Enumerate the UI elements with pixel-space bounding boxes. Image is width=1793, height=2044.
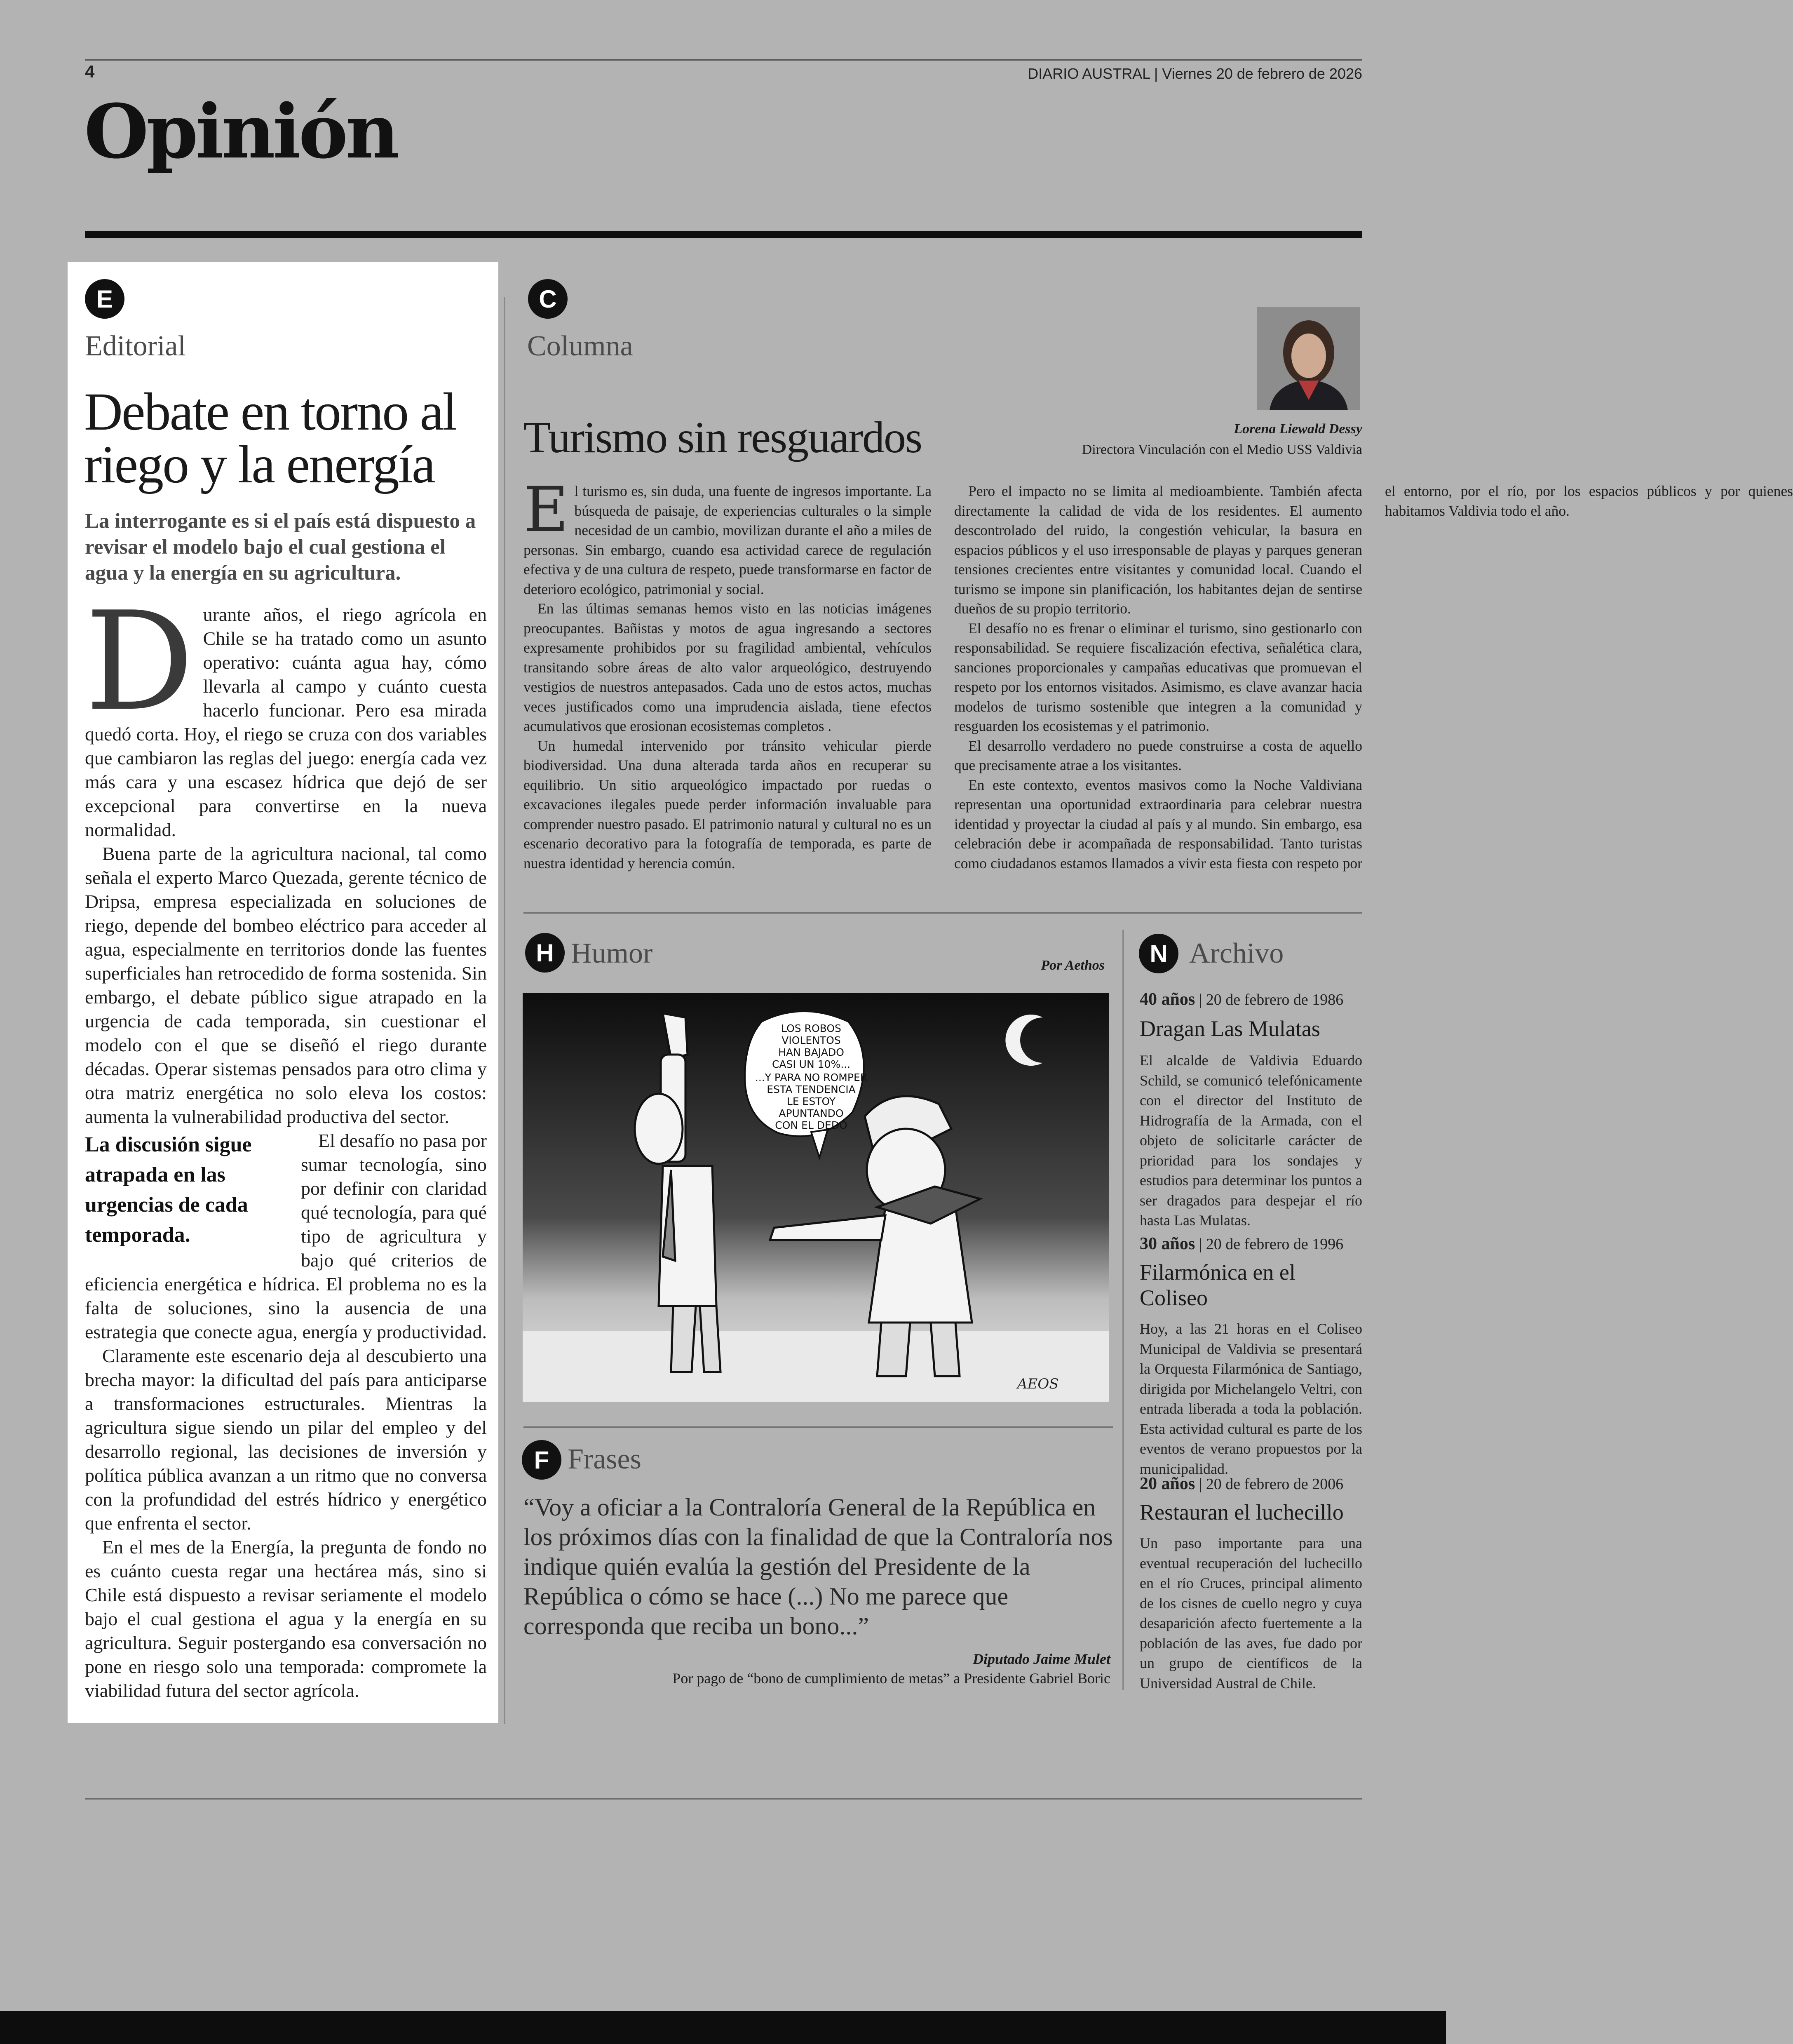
archivo-title: Filarmónica en el Coliseo: [1140, 1260, 1295, 1310]
editorial-dropcap: D: [85, 583, 194, 741]
archivo-years: 30 años: [1140, 1234, 1195, 1253]
frases-kicker: Frases: [568, 1443, 641, 1475]
column-separator: [504, 297, 505, 1724]
archivo-separator: [1122, 930, 1124, 1690]
editorial-badge: E: [85, 279, 124, 319]
column-paragraph: El desafío no es frenar o eliminar el turismo, sino gestionarlo con responsabilidad. Se requiere fiscalización efectiva, señalética clara, sanciones proporcionales y campañas educativas que promuevan el respeto por los entornos visitados. Asimismo, es clave avanzar hacia modelos de turismo sostenible que integren a la comunidad y resguarden los ecosistemas y el patrimonio.: [954, 620, 1362, 734]
bottom-bar: [0, 2011, 1446, 2044]
editorial-body: [85, 583, 487, 1708]
bubble-line: VIOLENTOS: [782, 1034, 841, 1046]
column-body: [523, 474, 1793, 904]
frases-context: Por pago de “bono de cumplimiento de metas” a Presidente Gabriel Boric: [672, 1670, 1110, 1687]
column-author: Lorena Liewald Dessy: [1234, 421, 1362, 437]
humor-badge: H: [525, 933, 565, 973]
archivo-item: [1140, 1474, 1362, 1693]
cartoon-signature: AEOS: [1017, 1376, 1059, 1392]
column-paragraph: En este contexto, eventos masivos como la Noche Valdiviana representan una oportunidad extraordinaria para celebrar nuestra identidad y proyectar la ciudad al país y al mundo. Sin embargo, esa celebración debe ir acompañada de responsabilidad. Tanto turistas como ciudadanos estamos llamados a vivir esta fiesta con respeto por el entorno, por el río, por los espacios públicos y por quienes habitamos Valdivia todo el año.: [954, 483, 1793, 872]
column-paragraph: El desarrollo verdadero no puede construirse a costa de aquello que precisamente atrae a los visitantes.: [954, 737, 1362, 773]
author-avatar: [1257, 307, 1360, 410]
bubble-line: CON EL DEDO: [775, 1119, 847, 1131]
bubble-line: ESTA TENDENCIA: [767, 1083, 856, 1095]
frases-badge: F: [522, 1440, 561, 1480]
column-title: Turismo sin resguardos: [523, 413, 922, 462]
bubble-line: APUNTANDO: [779, 1107, 844, 1119]
editorial-paragraph: En el mes de la Energía, la pregunta de fondo no es cuánto cuesta regar una hectárea más, sino si Chile está dispuesto a revisar seriamente el modelo bajo el cual gestiona el agua y la energía en su agricultura. Seguir postergando esa conversación no pone en riesgo solo una temporada: compromete la viabilidad futura del sector agrícola.: [85, 1537, 487, 1701]
archivo-date: | 20 de febrero de 1986: [1199, 991, 1344, 1008]
editorial-title: Debate en torno al riego y la energía: [84, 382, 456, 494]
column-author-role: Directora Vinculación con el Medio USS Valdivia: [1082, 442, 1362, 457]
column-badge: C: [528, 279, 568, 319]
masthead: DIARIO AUSTRAL | Viernes 20 de febrero de 2026: [1028, 65, 1362, 82]
editorial-deck: La interrogante es si el país está dispuesto a revisar el modelo bajo el cual gestiona el agua y la energía en su agricultura.: [85, 510, 476, 585]
archivo-date: | 20 de febrero de 1996: [1199, 1236, 1344, 1253]
archivo-kicker: Archivo: [1189, 937, 1284, 969]
cartoon-illustration: [523, 993, 1109, 1402]
humor-kicker: Humor: [571, 937, 653, 969]
column-paragraph: Un humedal intervenido por tránsito vehicular pierde biodiversidad. Una duna alterada tarda años en recuperar su equilibrio. Un sitio arqueológico impactado por ruedas o excavaciones ilegales puede perder información invaluable para comprender nuestro pasado. El patrimonio natural y cultural no es un escenario decorativo para la fotografía de temporada, es parte de nuestra identidad y herencia común.: [523, 737, 932, 872]
editorial-paragraph: urante años, el riego agrícola en Chile se ha tratado como un asunto operativo: cuánta agua hay, cómo llevarla al campo y cuánto cuesta hacerlo funcionar. Pero esa mirada quedó corta. Hoy, el riego se cruza con dos variables que cambiaron las reglas del juego: energía cada vez más cara y una escasez hídrica que dejó de ser excepcional para convertirse en la nueva normalidad.: [85, 604, 487, 840]
column-paragraph: l turismo es, sin duda, una fuente de ingresos importante. La búsqueda de paisaje, de experiencias culturales o la simple necesidad de un cambio, movilizan durante el año a miles de personas. Sin embargo, cuando esa actividad carece de regulación efectiva y de una cultura de respeto, puede transformarse en factor de deterioro ecológico, patrimonial y social.: [523, 483, 932, 597]
bubble-line: CASI UN 10%...: [772, 1058, 851, 1070]
archivo-title: Restauran el luchecillo: [1140, 1500, 1344, 1525]
archivo-body: Un paso importante para una eventual recuperación del luchecillo en el río Cruces, principal alimento de los cisnes de cuello negro y cuya desaparición afecto fuertemente a la población de las aves, fue dado por un grupo de científicos de la Universidad Austral de Chile.: [1140, 1535, 1362, 1692]
humor-cartoon: [523, 993, 1109, 1402]
page-bottom-rule: [85, 1798, 1362, 1800]
editorial-kicker: Editorial: [85, 330, 186, 362]
editorial-pullquote: La discusión sigue atrapada en las urgencias de cada temporada.: [85, 1133, 252, 1247]
editorial-paragraph: Claramente este escenario deja al descubierto una brecha mayor: la dificultad del país para anticiparse a transformaciones estructurales. Mientras la agricultura sigue siendo un pilar del empleo y del desarrollo regional, las decisiones de inversión y política pública avanzan a un ritmo que no conversa con la profundidad del estrés hídrico y energético que enfrenta el sector.: [85, 1345, 487, 1534]
column-kicker: Columna: [527, 330, 633, 362]
archivo-date: | 20 de febrero de 2006: [1199, 1475, 1344, 1493]
archivo-item: [1140, 989, 1362, 1231]
archivo-item: [1140, 1234, 1362, 1479]
archivo-badge: N: [1139, 934, 1178, 973]
page-number: 4: [85, 62, 95, 81]
humor-credit: Por Aethos: [1041, 958, 1105, 973]
archivo-years: 40 años: [1140, 990, 1195, 1009]
frases-speaker: Diputado Jaime Mulet: [972, 1651, 1110, 1667]
column-bottom-rule: [523, 912, 1362, 914]
archivo-title: Dragan Las Mulatas: [1140, 1016, 1320, 1041]
column-dropcap: E: [523, 474, 569, 546]
bubble-line: HAN BAJADO: [778, 1046, 844, 1058]
editorial-paragraph: El desafío no pasa por sumar tecnología, sino por definir con claridad qué tecnología, para qué tipo de agricultura y bajo qué criterios de eficiencia energética e hídrica. El problema no es la falta de soluciones, sino la ausencia de una estrategia que conecte agua, energía y productividad.: [85, 1130, 487, 1342]
archivo-body: El alcalde de Valdivia Eduardo Schild, se comunicó telefónicamente con el director del Instituto de Hidrografía de la Armada, con el objeto de solicitarle carácter de prioridad para los sondajes y estudios para determinar los puntos a ser dragados para despejar el río hasta Las Mulatas.: [1140, 1052, 1362, 1229]
bubble-line: LE ESTOY: [786, 1095, 836, 1107]
archivo-years: 20 años: [1140, 1474, 1195, 1493]
section-rule: [85, 231, 1362, 238]
archivo-body: Hoy, a las 21 horas en el Coliseo Municipal de Valdivia se presentará la Orquesta Filarmónica de Santiago, dirigida por Michelangelo Veltri, con entrada liberada a toda la población. Esta actividad cultural es parte de los eventos de verano propuestos por la municipalidad.: [1140, 1320, 1362, 1477]
frases-quote: “Voy a oficiar a la Contraloría General de la República en los próximos días con la finalidad de que la Contraloría nos indique quién evalúa la gestión del Presidente de la República o cómo se hace (...) No me parece que corresponda que reciba un bono...”: [523, 1494, 1113, 1640]
humor-bottom-rule: [523, 1426, 1113, 1428]
header-top-rule: [85, 59, 1362, 61]
column-paragraph: Pero el impacto no se limita al medioambiente. También afecta directamente la calidad de vida de los residentes. El aumento descontrolado del ruido, la congestión vehicular, la basura en espacios públicos y el uso irresponsable de playas y parques generan tensiones crecientes entre visitantes y comunidad local. Cuando el turismo se impone sin planificación, los habitantes dejan de sentirse dueños de su propio territorio.: [954, 483, 1362, 617]
bubble-line: ...Y PARA NO ROMPER: [755, 1071, 868, 1083]
section-title: Opinión: [84, 88, 397, 175]
bubble-line: LOS ROBOS: [781, 1022, 841, 1034]
editorial-paragraph: Buena parte de la agricultura nacional, tal como señala el experto Marco Quezada, gerente técnico de Dripsa, empresa especializada en soluciones de riego, depende del bombeo eléctrico para acceder al agua, especialmente en territorios donde las fuentes superficiales han retrocedido de forma sostenida. Sin embargo, el debate público sigue atrapado en la urgencia de cada temporada, sin cuestionar el modelo con el que se diseñó el riego durante décadas. Operar sistemas pensados para otro clima y otra matriz energética no solo eleva los costos: aumenta la vulnerabilidad productiva del sector.: [85, 843, 487, 1127]
column-paragraph: En las últimas semanas hemos visto en las noticias imágenes preocupantes. Bañistas y motos de agua ingresando a sectores expresamente prohibidos por su fragilidad ambiental, vehículos transitando sobre áreas de alto valor arqueológico, destruyendo vestigios de nuestros antepasados. Cada uno de estos actos, muchas veces justificados como una imprudencia aislada, tiene efectos acumulativos que erosionan ecosistemas completos .: [523, 600, 932, 734]
author-portrait-icon: [1257, 307, 1360, 410]
